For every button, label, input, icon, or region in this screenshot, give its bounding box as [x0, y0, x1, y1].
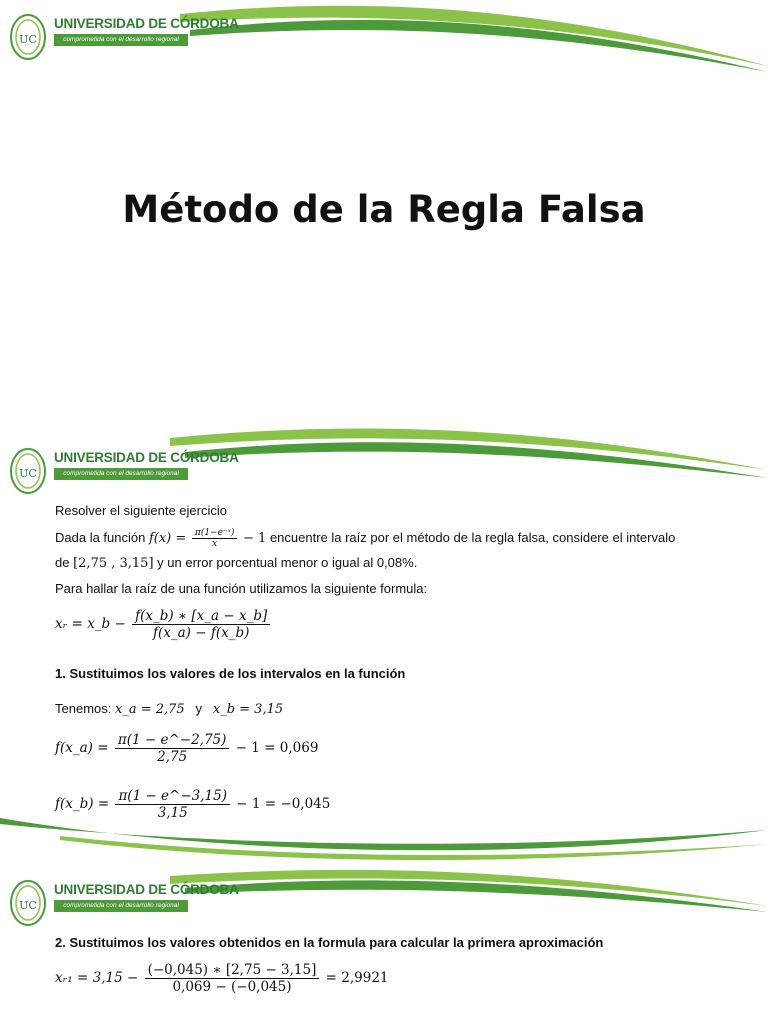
tenemos-label: Tenemos:	[55, 701, 112, 716]
university-seal-icon	[8, 446, 48, 496]
university-logo	[8, 876, 239, 932]
line2-suffix: y un error porcentual menor o igual al 0,08%.	[157, 555, 418, 570]
slide-exercise	[0, 420, 768, 860]
step-2-heading: 2. Sustituimos los valores obtenidos en la formula para calcular la primera aproximación	[55, 935, 604, 950]
fxb-rhs: − 1 = −0,045	[236, 796, 331, 812]
university-name: UNIVERSIDAD DE CÓRDOBA	[54, 16, 239, 31]
xr1-fraction	[145, 962, 320, 995]
university-logo	[8, 10, 239, 66]
fxb-lhs: f(x_b) =	[55, 796, 110, 812]
formula-intro: Para hallar la raíz de una función utilizamos la siguiente formula:	[55, 581, 428, 596]
intro-prefix: Dada la función	[55, 529, 146, 545]
university-name: UNIVERSIDAD DE CÓRDOBA	[54, 882, 239, 897]
seal-letters: UC	[19, 899, 37, 912]
fxa-fraction	[115, 732, 230, 765]
university-tagline: comprometida con el desarrollo regional	[54, 34, 188, 46]
interval: [2,75 , 3,15]	[73, 556, 154, 571]
formula-fraction	[132, 608, 270, 641]
fxa-rhs: − 1 = 0,069	[235, 740, 319, 756]
university-name: UNIVERSIDAD DE CÓRDOBA	[54, 450, 239, 465]
slide-title	[0, 0, 768, 380]
function-fraction	[192, 528, 237, 549]
university-tagline: comprometida con el desarrollo regional	[54, 900, 188, 912]
xr1-numerator: (−0,045) ∗ [2,75 − 3,15]	[145, 962, 320, 979]
slide-first-approximation	[0, 866, 768, 1024]
fxa-numerator: π(1 − e^−2,75)	[115, 732, 230, 749]
fxa-lhs: f(x_a) =	[55, 740, 109, 756]
exercise-statement-line1	[55, 528, 675, 549]
exercise-statement-line2	[55, 554, 417, 572]
formula-numerator: f(x_b) ∗ [x_a − x_b]	[132, 608, 270, 625]
green-swoosh-divider	[0, 812, 768, 872]
page-title: Método de la Regla Falsa	[122, 188, 646, 231]
university-seal-icon	[8, 878, 48, 928]
line2-prefix: de	[55, 555, 70, 570]
university-tagline: comprometida con el desarrollo regional	[54, 468, 188, 480]
function-lhs: f(x) =	[148, 530, 187, 546]
xr1-lhs: xᵣ₁ = 3,15 −	[55, 970, 139, 986]
xa-value: x_a = 2,75	[115, 702, 185, 717]
intro-suffix: encuentre la raíz por el método de la regla falsa, considere el intervalo	[269, 529, 676, 545]
university-logo	[8, 444, 239, 500]
formula-denominator: f(x_a) − f(x_b)	[152, 625, 250, 641]
university-seal-icon	[8, 12, 48, 62]
function-numerator: π(1−e⁻ˣ)	[192, 528, 237, 539]
given-values	[55, 700, 283, 718]
function-denominator: x	[212, 539, 218, 549]
xr1-rhs: = 2,9921	[325, 970, 389, 986]
seal-letters: UC	[19, 33, 37, 46]
function-tail: − 1	[243, 530, 267, 546]
step-1-heading: 1. Sustituimos los valores de los intervalos en la función	[55, 666, 406, 681]
formula-lhs: xᵣ = x_b −	[55, 616, 126, 632]
seal-letters: UC	[19, 467, 37, 480]
xb-value: x_b = 3,15	[212, 702, 284, 717]
fxa-equation	[55, 732, 318, 765]
xr1-denominator: 0,069 − (−0,045)	[172, 979, 292, 995]
green-swoosh-divider	[0, 372, 768, 380]
y-word: y	[195, 701, 203, 716]
xr1-equation	[55, 962, 389, 995]
fxb-denominator: 3,15	[157, 805, 188, 821]
fxb-numerator: π(1 − e^−3,15)	[115, 788, 230, 805]
fxa-denominator: 2,75	[157, 749, 188, 765]
exercise-heading: Resolver el siguiente ejercicio	[55, 503, 227, 518]
false-position-formula	[55, 608, 272, 641]
